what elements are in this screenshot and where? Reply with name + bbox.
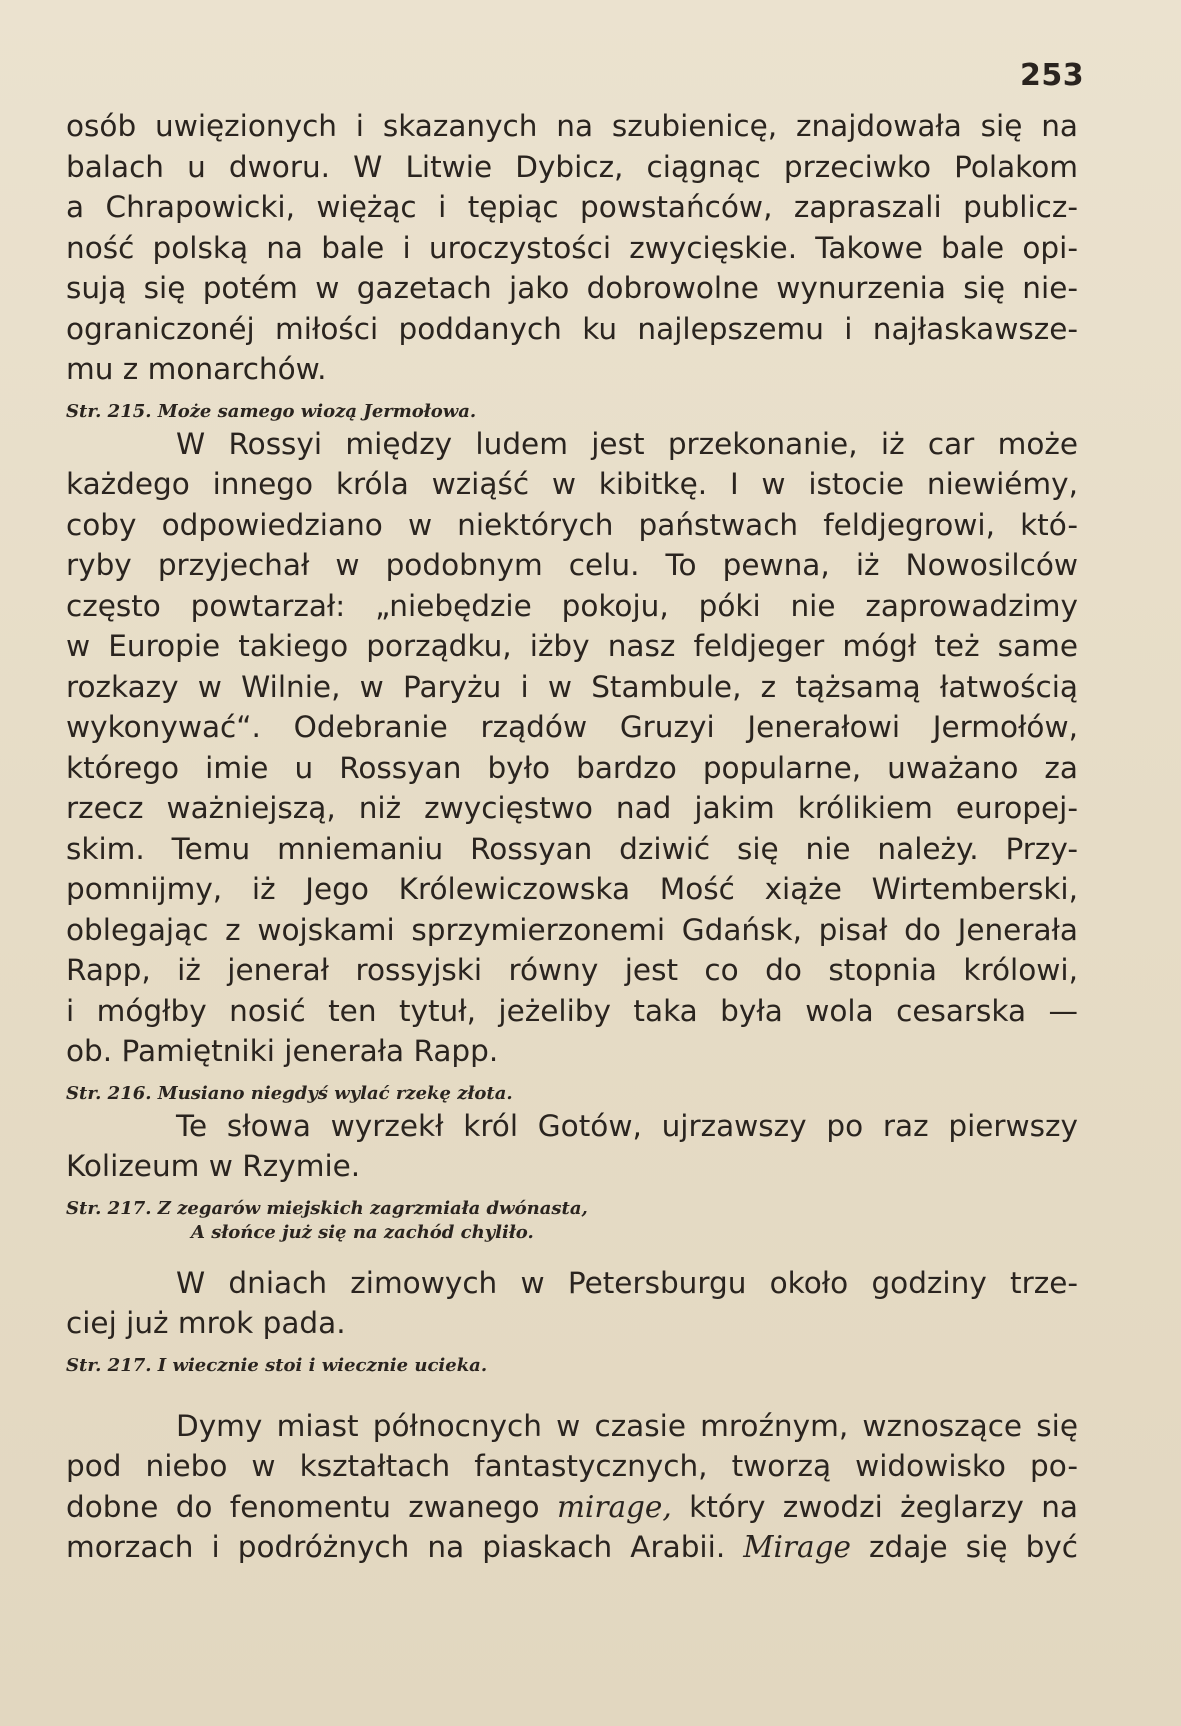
text-line: osób uwięzionych i skazanych na szubienicę, znajdowała się na — [66, 109, 1078, 143]
text-line: Kolizeum w Rzymie. — [66, 1149, 361, 1183]
text-line: sują się potém w gazetach jako dobrowolne wynurzenia się nie- — [66, 271, 1078, 305]
italic-term-mirage: Mirage — [743, 1530, 851, 1564]
text-segment: zdaje się być — [850, 1530, 1078, 1564]
text-line: ryby przyjechał w podobnym celu. To pewna, iż Nowosilców — [66, 548, 1078, 582]
paragraph-note-216 — [66, 1106, 1078, 1187]
text-line: Te słowa wyrzekł król Gotów, ujrzawszy po raz pierwszy — [176, 1108, 1078, 1143]
text-line: Rapp, iż jenerał rossyjski równy jest co do stopnia królowi, — [66, 953, 1078, 987]
paragraph-note-215 — [66, 424, 1078, 1072]
text-line: rozkazy w Wilnie, w Paryżu i w Stambule, z tążsamą łatwością — [66, 669, 1078, 704]
note-heading-216: Str. 216. Musiano niegdyś wylać rzekę złota. — [66, 1082, 513, 1104]
text-line: balach u dworu. W Litwie Dybicz, ciągnąc przeciwko Polakom — [66, 149, 1078, 184]
paragraph-continuation — [66, 106, 1078, 390]
note-heading-217b: Str. 217. I wiecznie stoi i wiecznie ucieka. — [66, 1354, 488, 1376]
text-line: często powtarzał: „niebędzie pokoju, póki nie zaprowadzimy — [66, 588, 1078, 623]
italic-term-mirage: mirage, — [556, 1489, 672, 1524]
page-body — [66, 106, 1078, 1568]
note-heading-215: Str. 215. Może samego wiozą Jermołowa. — [66, 400, 477, 422]
note-heading-217a: Str. 217. Z zegarów miejskich zagrzmiała dwónasta, — [66, 1197, 588, 1219]
text-segment: który zwodzi żeglarzy na — [671, 1489, 1078, 1524]
text-line: skim. Temu mniemaniu Rossyan dziwić się nie należy. Przy- — [66, 831, 1078, 866]
text-line: ograniczonéj miłości poddanych ku najlepszemu i najłaskawsze- — [66, 311, 1078, 346]
text-line: którego imie u Rossyan było bardzo popularne, uważano za — [66, 750, 1078, 785]
text-line: oblegając z wojskami sprzymierzonemi Gdańsk, pisał do Jenerała — [66, 912, 1078, 947]
text-line: pod niebo w kształtach fantastycznych, tworzą widowisko po- — [66, 1449, 1078, 1483]
text-line: W Rossyi między ludem jest przekonanie, iż car może — [176, 426, 1078, 461]
text-line: wykonywać“. Odebranie rządów Gruzyi Jenerałowi Jermołów, — [66, 710, 1078, 744]
text-line: W dniach zimowych w Petersburgu około godziny trze- — [176, 1265, 1078, 1300]
text-line: pomnijmy, iż Jego Królewiczowska Mość xiąże Wirtemberski, — [66, 872, 1078, 906]
text-line: każdego innego króla wziąść w kibitkę. I w istocie niewiémy, — [66, 467, 1078, 501]
text-segment: morzach i podróżnych na piaskach Arabii. — [66, 1530, 744, 1564]
note-heading-217a-continued: A słońce już się na zachód chyliło. — [191, 1221, 534, 1243]
text-line: i mógłby nosić ten tytuł, jeżeliby taka była wola cesarska — — [66, 993, 1078, 1028]
text-line — [66, 1527, 1078, 1568]
text-line: mu z monarchów. — [66, 352, 327, 386]
paragraph-note-217b — [66, 1406, 1078, 1568]
text-line: Dymy miast północnych w czasie mroźnym, wznoszące się — [176, 1408, 1078, 1443]
text-line: a Chrapowicki, więżąc i tępiąc powstańców, zapraszali publicz- — [66, 190, 1078, 224]
text-line: ciej już mrok pada. — [66, 1306, 346, 1340]
text-line: w Europie takiego porządku, iżby nasz feldjeger mógł też same — [66, 629, 1078, 663]
text-line: rzecz ważniejszą, niż zwycięstwo nad jakim królikiem europej- — [66, 791, 1078, 825]
text-segment: dobne do fenomentu zwanego — [66, 1489, 557, 1524]
text-line: coby odpowiedziano w niektórych państwach feldjegrowi, któ- — [66, 507, 1078, 542]
text-line: ność polską na bale i uroczystości zwycięskie. Takowe bale opi- — [66, 230, 1078, 265]
text-line: ob. Pamiętniki jenerała Rapp. — [66, 1034, 499, 1068]
page-number: 253 — [1020, 58, 1085, 93]
text-line — [66, 1487, 1078, 1528]
paragraph-note-217a — [66, 1263, 1078, 1344]
